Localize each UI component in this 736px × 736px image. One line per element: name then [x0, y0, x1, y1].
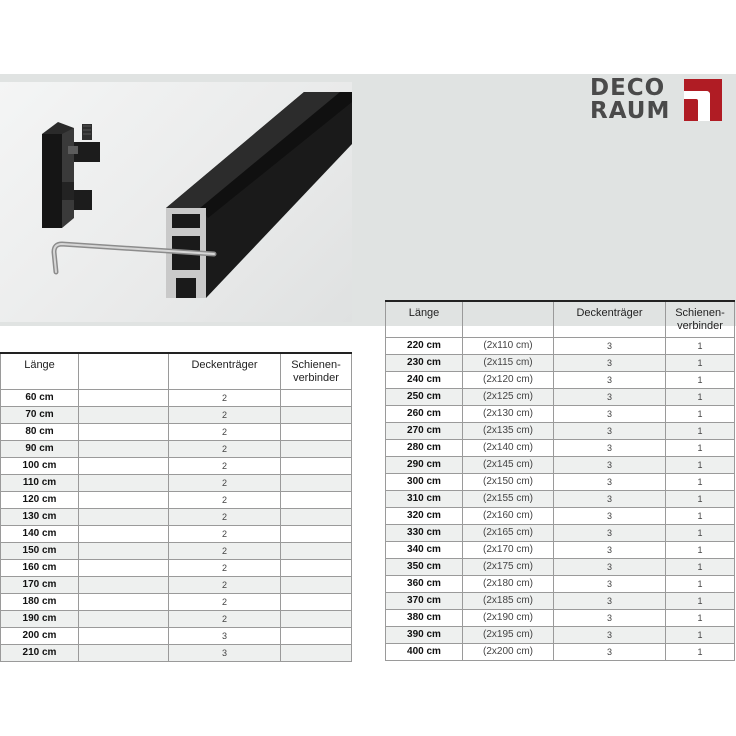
length-cell: 100 cm [1, 457, 79, 474]
table-row [386, 405, 735, 422]
table-row [1, 627, 352, 644]
connectors-cell: 1 [666, 456, 735, 473]
length-cell: 380 cm [386, 609, 463, 626]
carriers-cell: 3 [554, 456, 666, 473]
carriers-cell: 3 [554, 609, 666, 626]
table-row [1, 474, 352, 491]
connectors-cell: 1 [666, 626, 735, 643]
connectors-cell: 1 [666, 643, 735, 660]
carriers-cell: 2 [169, 440, 281, 457]
length-cell: 270 cm [386, 422, 463, 439]
length-cell: 360 cm [386, 575, 463, 592]
split-cell [79, 644, 169, 661]
split-cell [79, 559, 169, 576]
connectors-cell [281, 627, 352, 644]
carriers-cell: 2 [169, 542, 281, 559]
carriers-cell: 2 [169, 423, 281, 440]
connectors-cell [281, 508, 352, 525]
length-cell: 310 cm [386, 490, 463, 507]
connectors-cell: 1 [666, 405, 735, 422]
connectors-cell: 1 [666, 337, 735, 354]
table-row [386, 473, 735, 490]
table-row [386, 575, 735, 592]
split-cell [79, 576, 169, 593]
split-cell [79, 593, 169, 610]
length-cell: 300 cm [386, 473, 463, 490]
length-cell: 340 cm [386, 541, 463, 558]
length-cell: 90 cm [1, 440, 79, 457]
split-cell: (2x160 cm) [463, 507, 554, 524]
table-row [386, 592, 735, 609]
table-row [386, 524, 735, 541]
split-cell: (2x110 cm) [463, 337, 554, 354]
connectors-cell [281, 525, 352, 542]
split-cell [79, 457, 169, 474]
connectors-cell: 1 [666, 354, 735, 371]
table-row [1, 576, 352, 593]
connectors-cell [281, 644, 352, 661]
length-cell: 250 cm [386, 388, 463, 405]
split-cell: (2x135 cm) [463, 422, 554, 439]
split-cell: (2x170 cm) [463, 541, 554, 558]
carriers-cell: 2 [169, 389, 281, 406]
length-cell: 140 cm [1, 525, 79, 542]
split-cell [79, 440, 169, 457]
table-row [1, 559, 352, 576]
length-table-right [385, 300, 735, 661]
connectors-cell: 1 [666, 541, 735, 558]
length-cell: 190 cm [1, 610, 79, 627]
carriers-cell: 2 [169, 508, 281, 525]
length-cell: 220 cm [386, 337, 463, 354]
carriers-cell: 3 [554, 490, 666, 507]
table-row [386, 541, 735, 558]
connectors-cell [281, 593, 352, 610]
carriers-cell: 3 [169, 644, 281, 661]
table-row [386, 609, 735, 626]
header-rail-connectors: Schienen- verbinder [281, 353, 352, 389]
connectors-cell [281, 440, 352, 457]
length-cell: 210 cm [1, 644, 79, 661]
table-row [386, 643, 735, 660]
table-row [386, 490, 735, 507]
split-cell [79, 474, 169, 491]
split-cell: (2x200 cm) [463, 643, 554, 660]
split-cell: (2x130 cm) [463, 405, 554, 422]
connectors-cell: 1 [666, 388, 735, 405]
connectors-cell: 1 [666, 524, 735, 541]
length-cell: 390 cm [386, 626, 463, 643]
carriers-cell: 3 [554, 371, 666, 388]
split-cell [79, 525, 169, 542]
logo-line-1: DECO [590, 75, 666, 101]
brand-logo [588, 75, 736, 125]
length-cell: 200 cm [1, 627, 79, 644]
carriers-cell: 2 [169, 525, 281, 542]
carriers-cell: 3 [554, 405, 666, 422]
carriers-cell: 3 [554, 473, 666, 490]
connectors-cell [281, 542, 352, 559]
split-cell [79, 491, 169, 508]
length-cell: 260 cm [386, 405, 463, 422]
length-cell: 280 cm [386, 439, 463, 456]
connectors-cell: 1 [666, 592, 735, 609]
carriers-cell: 3 [554, 337, 666, 354]
connectors-cell: 1 [666, 439, 735, 456]
carriers-cell: 3 [554, 541, 666, 558]
carriers-cell: 3 [554, 592, 666, 609]
split-cell: (2x175 cm) [463, 558, 554, 575]
connectors-cell [281, 406, 352, 423]
table-row [386, 354, 735, 371]
connectors-cell: 1 [666, 473, 735, 490]
carriers-cell: 3 [554, 524, 666, 541]
product-photo [0, 82, 352, 322]
folded-corner-icon [684, 79, 722, 121]
split-cell: (2x120 cm) [463, 371, 554, 388]
split-cell: (2x145 cm) [463, 456, 554, 473]
carriers-cell: 3 [554, 388, 666, 405]
header-split [79, 353, 169, 389]
carriers-cell: 2 [169, 406, 281, 423]
table-row [1, 440, 352, 457]
length-cell: 130 cm [1, 508, 79, 525]
length-cell: 240 cm [386, 371, 463, 388]
end-cap-illustration [42, 122, 100, 228]
split-cell: (2x155 cm) [463, 490, 554, 507]
length-cell: 160 cm [1, 559, 79, 576]
length-cell: 170 cm [1, 576, 79, 593]
split-cell: (2x190 cm) [463, 609, 554, 626]
header-split [463, 301, 554, 337]
carriers-cell: 3 [169, 627, 281, 644]
split-cell: (2x165 cm) [463, 524, 554, 541]
split-cell: (2x185 cm) [463, 592, 554, 609]
length-cell: 70 cm [1, 406, 79, 423]
table-row [1, 423, 352, 440]
header-ceiling-carriers: Deckenträger [169, 353, 281, 389]
table-row [386, 388, 735, 405]
length-cell: 60 cm [1, 389, 79, 406]
connectors-cell: 1 [666, 490, 735, 507]
header-length: Länge [1, 353, 79, 389]
length-cell: 400 cm [386, 643, 463, 660]
carriers-cell: 3 [554, 507, 666, 524]
carriers-cell: 3 [554, 575, 666, 592]
length-cell: 350 cm [386, 558, 463, 575]
length-cell: 180 cm [1, 593, 79, 610]
connectors-cell: 1 [666, 422, 735, 439]
length-cell: 80 cm [1, 423, 79, 440]
connectors-cell: 1 [666, 558, 735, 575]
length-cell: 330 cm [386, 524, 463, 541]
header-rail-connectors: Schienen- verbinder [666, 301, 735, 337]
split-cell: (2x180 cm) [463, 575, 554, 592]
table-row [386, 507, 735, 524]
split-cell [79, 508, 169, 525]
logo-line-2: RAUM [590, 98, 671, 124]
carriers-cell: 3 [554, 643, 666, 660]
connectors-cell: 1 [666, 609, 735, 626]
table-row [386, 456, 735, 473]
split-cell [79, 627, 169, 644]
split-cell [79, 610, 169, 627]
connectors-cell [281, 491, 352, 508]
connectors-cell [281, 576, 352, 593]
carriers-cell: 3 [554, 422, 666, 439]
table-row [386, 371, 735, 388]
split-cell: (2x150 cm) [463, 473, 554, 490]
connectors-cell: 1 [666, 575, 735, 592]
carriers-cell: 3 [554, 354, 666, 371]
header-length: Länge [386, 301, 463, 337]
split-cell [79, 423, 169, 440]
table-row [1, 389, 352, 406]
carriers-cell: 3 [554, 626, 666, 643]
connectors-cell [281, 559, 352, 576]
carriers-cell: 2 [169, 474, 281, 491]
table-row [386, 439, 735, 456]
connectors-cell: 1 [666, 371, 735, 388]
length-table-left [0, 352, 352, 662]
table-row [386, 422, 735, 439]
table-row [1, 525, 352, 542]
carriers-cell: 2 [169, 610, 281, 627]
connectors-cell: 1 [666, 507, 735, 524]
carriers-cell: 3 [554, 558, 666, 575]
table-row [386, 558, 735, 575]
connectors-cell [281, 610, 352, 627]
length-cell: 230 cm [386, 354, 463, 371]
length-cell: 370 cm [386, 592, 463, 609]
carriers-cell: 2 [169, 559, 281, 576]
table-row [1, 457, 352, 474]
length-cell: 320 cm [386, 507, 463, 524]
rail-profile-illustration [166, 92, 352, 298]
connectors-cell [281, 457, 352, 474]
connectors-cell [281, 389, 352, 406]
connectors-cell [281, 423, 352, 440]
split-cell: (2x125 cm) [463, 388, 554, 405]
carriers-cell: 2 [169, 576, 281, 593]
table-row [1, 508, 352, 525]
header-ceiling-carriers: Deckenträger [554, 301, 666, 337]
carriers-cell: 3 [554, 439, 666, 456]
table-row [386, 337, 735, 354]
table-row [1, 593, 352, 610]
table-row [1, 406, 352, 423]
table-row [386, 626, 735, 643]
split-cell [79, 389, 169, 406]
split-cell: (2x115 cm) [463, 354, 554, 371]
split-cell [79, 542, 169, 559]
table-row [1, 491, 352, 508]
length-cell: 290 cm [386, 456, 463, 473]
length-cell: 150 cm [1, 542, 79, 559]
table-row [1, 542, 352, 559]
connectors-cell [281, 474, 352, 491]
carriers-cell: 2 [169, 491, 281, 508]
rail-illustration [0, 82, 352, 322]
length-cell: 120 cm [1, 491, 79, 508]
table-row [1, 610, 352, 627]
length-cell: 110 cm [1, 474, 79, 491]
split-cell: (2x195 cm) [463, 626, 554, 643]
table-row [1, 644, 352, 661]
split-cell: (2x140 cm) [463, 439, 554, 456]
split-cell [79, 406, 169, 423]
carriers-cell: 2 [169, 457, 281, 474]
carriers-cell: 2 [169, 593, 281, 610]
